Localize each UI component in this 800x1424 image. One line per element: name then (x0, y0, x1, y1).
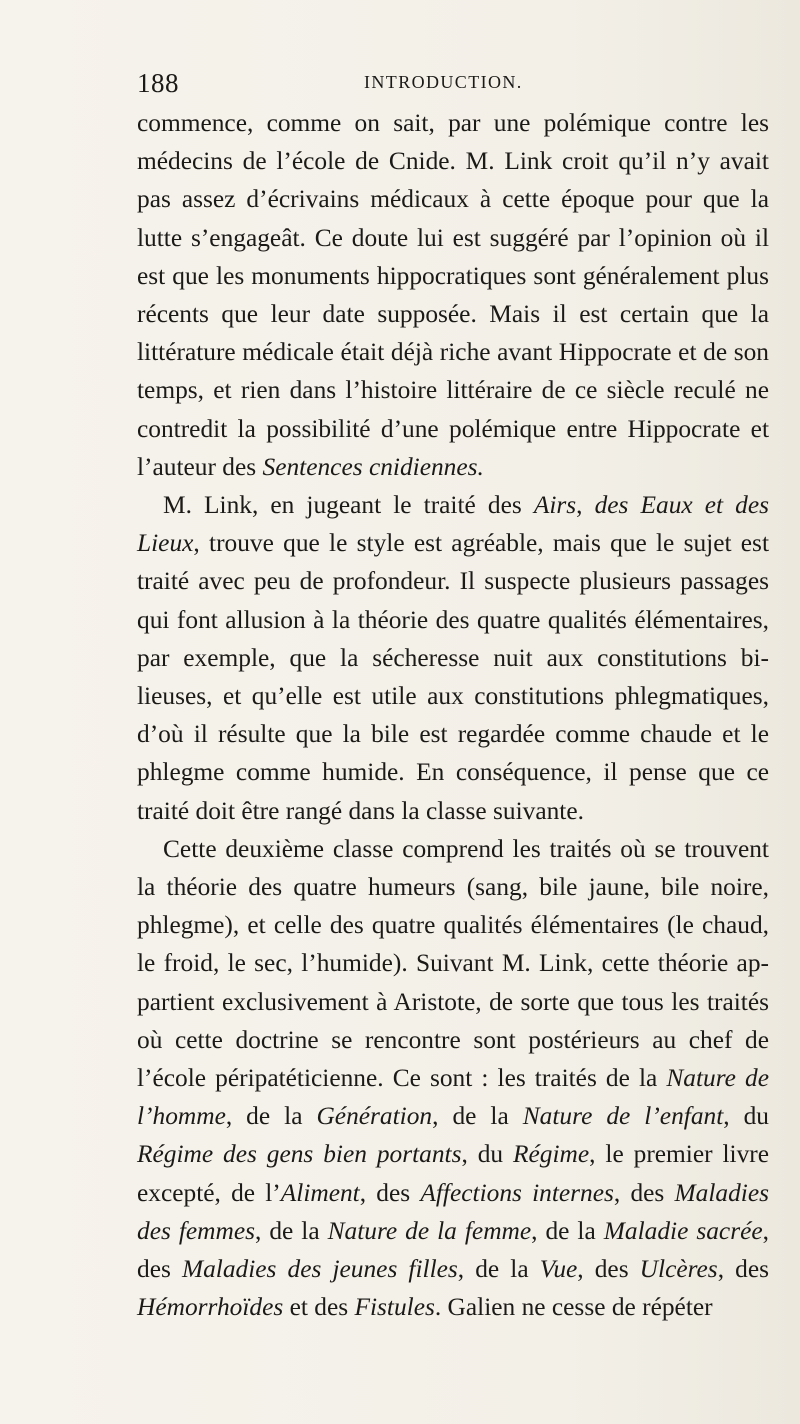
italic-title: Fistules (354, 1293, 435, 1322)
paragraph (137, 104, 769, 486)
text-run: . Galien ne cesse de répéter (434, 1293, 713, 1322)
text-run: , des (613, 1178, 675, 1207)
italic-title: Nature de l’homme (137, 1064, 769, 1131)
italic-title: Nature de l’enfant (522, 1102, 724, 1131)
italic-title: Hémorrhoïdes (137, 1293, 284, 1322)
italic-title: Maladie sacrée (603, 1216, 763, 1245)
italic-title: Aliment (280, 1178, 360, 1207)
italic-title: Régime (513, 1140, 590, 1169)
text-run: , des (359, 1178, 421, 1207)
italic-title: Régime des gens bien portants (137, 1140, 462, 1169)
text-run: M. Link, en jugeant le traité des (163, 491, 534, 520)
running-title: INTRODUCTION. (364, 72, 523, 92)
text-run: commence, comme on sait, par une polémique contre les médecins de l’école de Cnide. M. Link croit qu’il n’y avait pas assez d’écrivains médicaux à cette époque pour que la lutte s’engageât. Ce doute lui est suggéré par l’opinion où il est que les monuments hippocratiques sont généralement plus récents que leur date supposée. Mais il est certain que la littérature médicale était déjà riche avant Hippocrate et de son temps, et rien dans l’histoire littéraire de ce siècle reculé ne contredit la possibilité d’une polémique entre Hippocrate et l’auteur des (137, 109, 769, 481)
text-run: , (576, 491, 595, 520)
italic-title: des Eaux et des Lieux (137, 491, 770, 558)
text-run: , le premier livre excepté, de l’ (137, 1140, 769, 1207)
text-run: , de la (254, 1216, 328, 1245)
text-run: , du (723, 1102, 769, 1131)
body-text (137, 104, 769, 1327)
text-run: Cette deuxième classe comprend les traités où se trouvent la théorie des quatre humeurs (sang, bile jaune, bile noire, phlegme), et celle des quatre qualités élémentaires (le chaud, le froid, le sec, l’humide). Suivant M. Link, cette théorie appartient exclusivement à Aristote, de sorte que tous les traités où cette doctrine se rencontre sont postérieurs au chef de l’école péripatéticienne. Ce sont : les traités de la (137, 834, 769, 1093)
paragraph (137, 486, 769, 830)
text-run: , de la (225, 1102, 317, 1131)
running-head (137, 68, 737, 98)
italic-title: Nature de la femme (327, 1216, 532, 1245)
text-run: et des (283, 1293, 355, 1322)
paragraph (137, 830, 769, 1327)
text-run: , de la (531, 1216, 604, 1245)
italic-title: Ulcères (639, 1255, 718, 1284)
italic-title: Vue (539, 1255, 578, 1284)
text-run: , du (461, 1140, 514, 1169)
italic-title: Maladies des femmes (137, 1178, 770, 1245)
text-run: , de la (432, 1102, 523, 1131)
italic-title: Génération (316, 1102, 433, 1131)
italic-title: Affections internes (420, 1178, 614, 1207)
italic-title: Airs (533, 491, 577, 520)
page-number: 188 (137, 68, 179, 98)
italic-title: Sentences cnidiennes. (262, 452, 484, 481)
italic-title: Maladies des jeunes filles (181, 1255, 458, 1284)
text-run: , des (137, 1216, 769, 1284)
text-run: , de la (457, 1255, 540, 1284)
text-run: , des (577, 1255, 640, 1284)
text-run: , des (717, 1255, 769, 1284)
text-run: , trouve que le style est agréable, mais que le sujet est traité avec peu de profondeur. Il suspecte plusieurs passages qui font allusion à la théorie des quatre qualités élémentaires, par exemple, que la sécheresse nuit aux constitutions bilieuses, et qu’elle est utile aux constitutions phlegmatiques, d’où il résulte que la bile est regardée comme chaude et le phlegme comme humide. En conséquence, il pense que ce traité doit être rangé dans la classe suivante. (137, 529, 769, 825)
